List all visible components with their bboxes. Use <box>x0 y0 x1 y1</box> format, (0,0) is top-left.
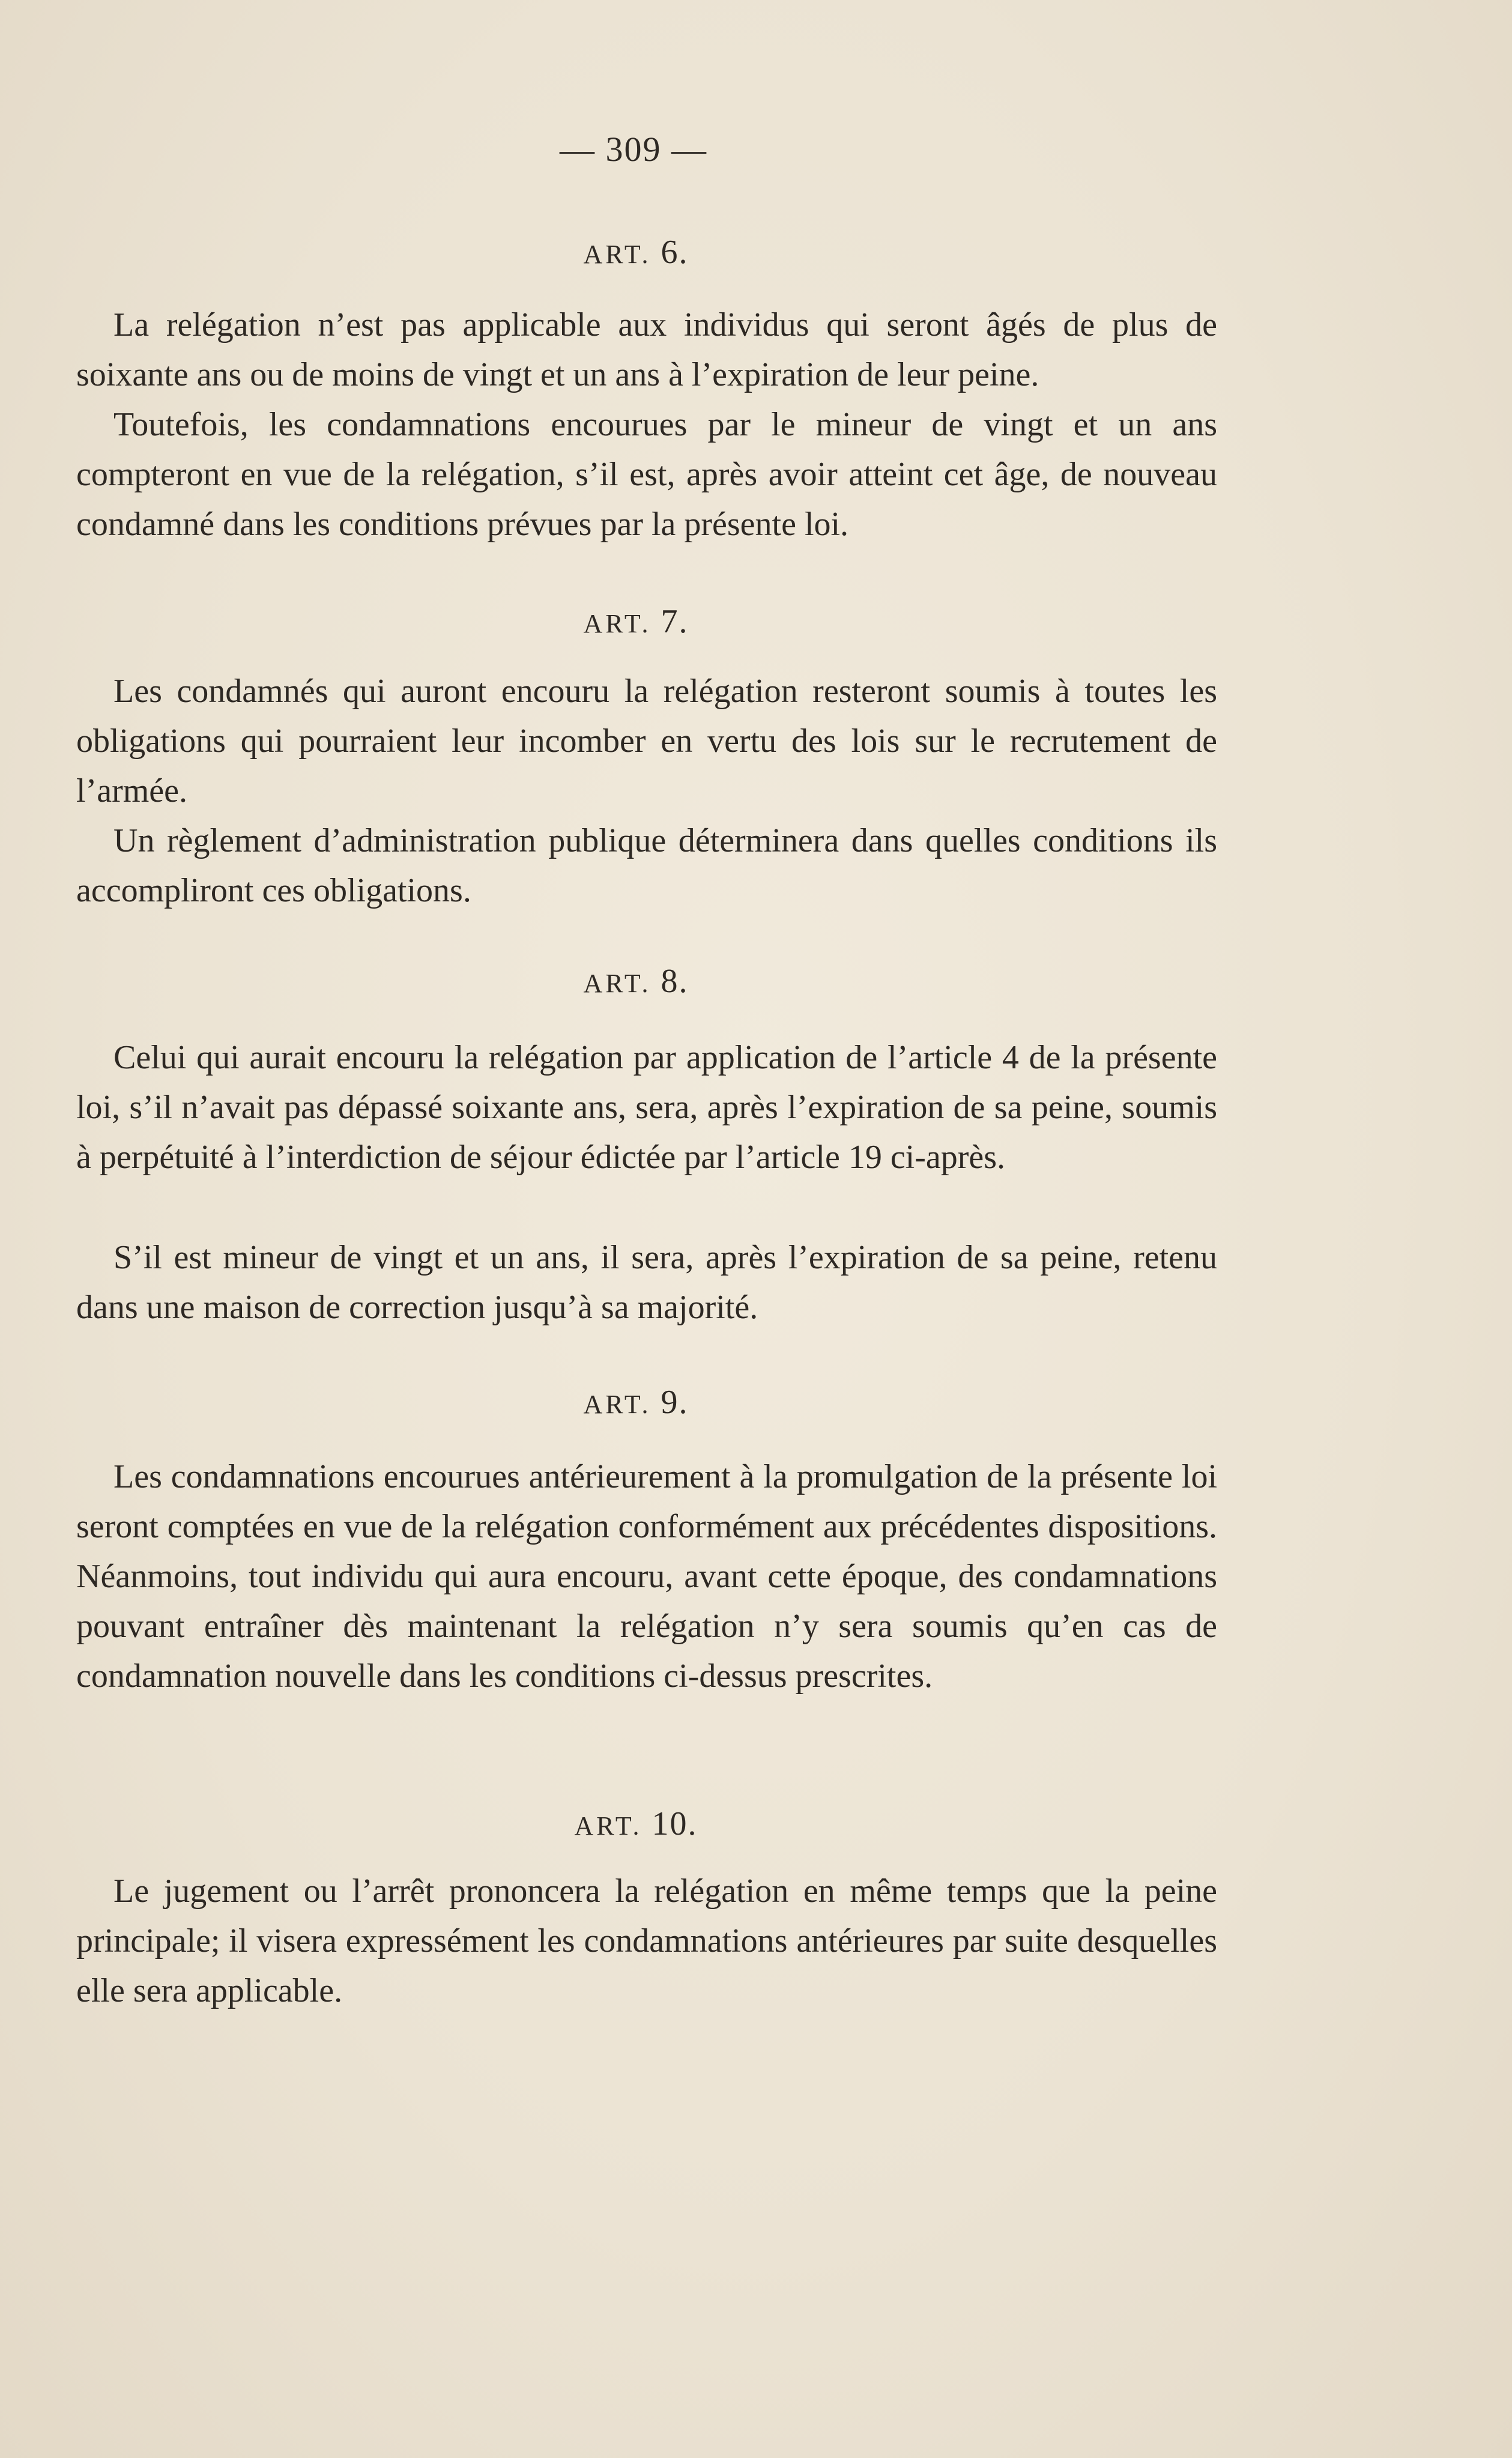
article-heading <box>0 1383 1272 1421</box>
article-number: 6. <box>661 234 689 271</box>
article-number: 9. <box>661 1384 689 1421</box>
page-number: — 309 — <box>560 130 707 169</box>
article-label: ART. <box>583 1390 661 1419</box>
article-number: 10. <box>652 1805 698 1842</box>
article-number: 7. <box>661 603 689 640</box>
article-paragraph: Les condamnations encourues antérieurement à la promulgation de la présente loi seront comptées en vue de la relégation conformément aux précédentes dispositions. Néanmoins, tout individu qui aura encouru, avant cette époque, des condamnations pouvant entraîner dès maintenant la relégation n’y sera soumis qu’en cas de condamnation nouvelle dans les conditions ci-dessus prescrites. <box>76 1458 1217 1695</box>
article-number: 8. <box>661 963 689 1000</box>
article-paragraph: La relégation n’est pas applicable aux individus qui seront âgés de plus de soixante ans ou de moins de vingt et un ans à l’expiration de leur peine. <box>76 306 1217 393</box>
article-heading <box>0 962 1272 1000</box>
article-heading <box>0 602 1272 641</box>
article-label: ART. <box>583 969 661 998</box>
article-label: ART. <box>583 609 661 638</box>
article-paragraph: Le jugement ou l’arrêt prononcera la relégation en même temps que la peine principale; il visera expressément les condamnations antérieures par suite desquelles elle sera applicable. <box>76 1872 1217 2009</box>
article-paragraph: Celui qui aurait encouru la relégation par application de l’article 4 de la présente loi, s’il n’avait pas dépassé soixante ans, sera, après l’expiration de sa peine, soumis à perpétuité à l’interdiction de séjour édictée par l’article 19 ci-après. <box>76 1039 1217 1176</box>
article-heading <box>0 1805 1272 1843</box>
article-paragraph: Les condamnés qui auront encouru la relégation resteront soumis à toutes les obligations qui pourraient leur incomber en vertu des lois sur le recrutement de l’armée. <box>76 673 1217 810</box>
article-label: ART. <box>583 240 661 269</box>
article-heading <box>0 233 1272 271</box>
article-paragraph: Un règlement d’administration publique déterminera dans quelles conditions ils accompliront ces obligations. <box>76 822 1217 909</box>
article-paragraph: S’il est mineur de vingt et un ans, il sera, après l’expiration de sa peine, retenu dans une maison de correction jusqu’à sa majorité. <box>76 1239 1217 1326</box>
article-paragraph: Toutefois, les condamnations encourues par le mineur de vingt et un ans compteront en vue de la relégation, s’il est, après avoir atteint cet âge, de nouveau condamné dans les conditions prévues par la présente loi. <box>76 406 1217 543</box>
article-label: ART. <box>574 1811 652 1841</box>
